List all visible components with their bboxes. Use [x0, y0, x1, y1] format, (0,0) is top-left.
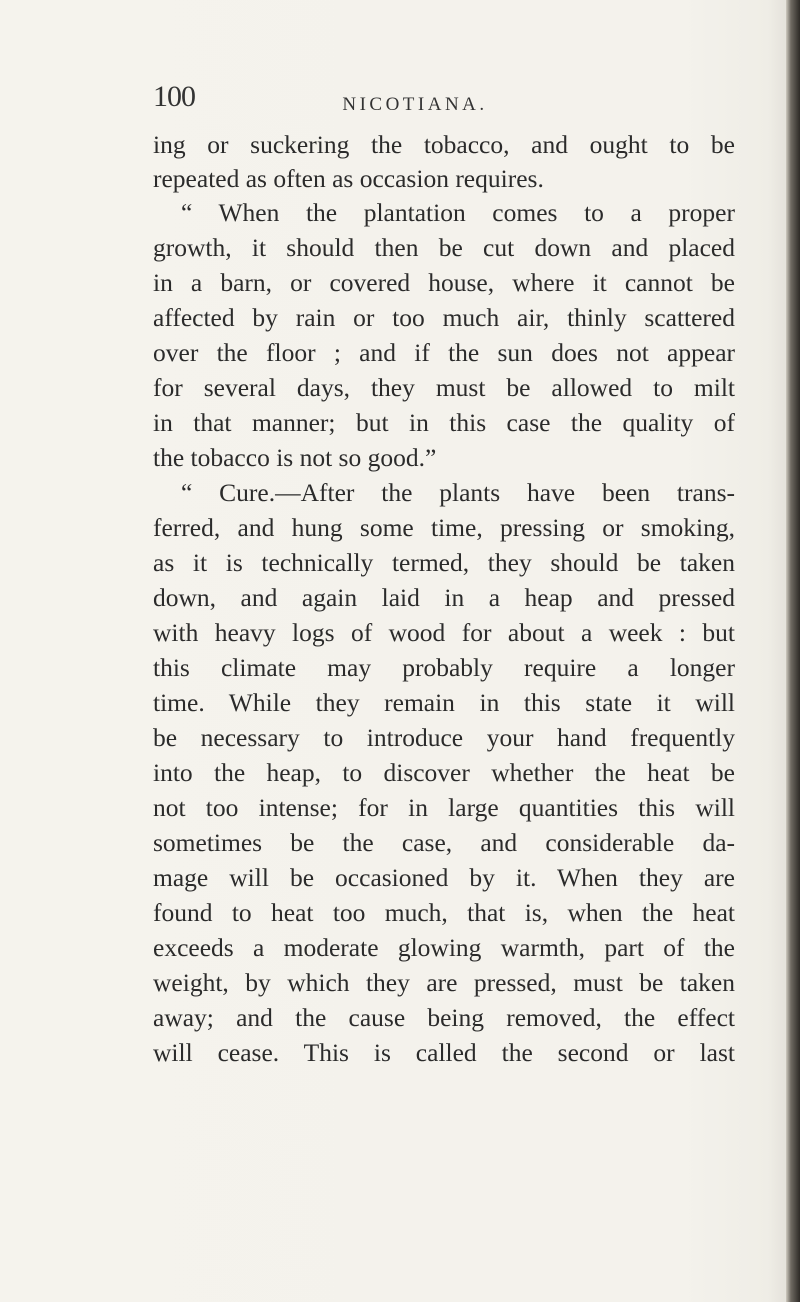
text-line: repeated as often as occasion requires.: [153, 164, 544, 193]
page-edge-shadow: [786, 0, 800, 1302]
text-line: ing or suckering the tobacco, and ought to be: [153, 130, 735, 159]
text-line: mage will be occasioned by it. When they are: [153, 863, 735, 892]
running-head-text: NICOTIANA.: [342, 94, 488, 115]
text-line: for several days, they must be allowed to milt: [153, 373, 735, 402]
text-line: the tobacco is not so good.”: [153, 443, 437, 472]
text-line: in that manner; but in this case the quality of: [153, 408, 735, 437]
text-line: down, and again laid in a heap and pressed: [153, 583, 735, 612]
text-line: into the heap, to discover whether the heat be: [153, 758, 735, 787]
text-line: “ When the plantation comes to a proper: [181, 198, 735, 227]
text-line: time. While they remain in this state it will: [153, 688, 735, 717]
text-line: over the floor ; and if the sun does not appear: [153, 338, 735, 367]
text-line: not too intense; for in large quantities this will: [153, 793, 735, 822]
text-line: away; and the cause being removed, the effect: [153, 1003, 735, 1032]
text-line: affected by rain or too much air, thinly scattered: [153, 303, 735, 332]
text-line: sometimes be the case, and considerable da-: [153, 828, 735, 857]
running-head: [0, 94, 800, 116]
page-number: 100: [153, 80, 195, 113]
text-line: be necessary to introduce your hand frequently: [153, 723, 735, 752]
text-line: found to heat too much, that is, when the heat: [153, 898, 735, 927]
text-line: as it is technically termed, they should be taken: [153, 548, 735, 577]
text-line: exceeds a moderate glowing warmth, part of the: [153, 933, 735, 962]
text-line: in a barn, or covered house, where it cannot be: [153, 268, 735, 297]
text-line: growth, it should then be cut down and placed: [153, 233, 735, 262]
text-line: will cease. This is called the second or last: [153, 1038, 735, 1067]
text-line: this climate may probably require a longer: [153, 653, 735, 682]
text-line: with heavy logs of wood for about a week : but: [153, 618, 735, 647]
text-line: ferred, and hung some time, pressing or smoking,: [153, 513, 735, 542]
text-line: weight, by which they are pressed, must be taken: [153, 968, 735, 997]
text-line: “ Cure.—After the plants have been trans-: [181, 478, 735, 507]
